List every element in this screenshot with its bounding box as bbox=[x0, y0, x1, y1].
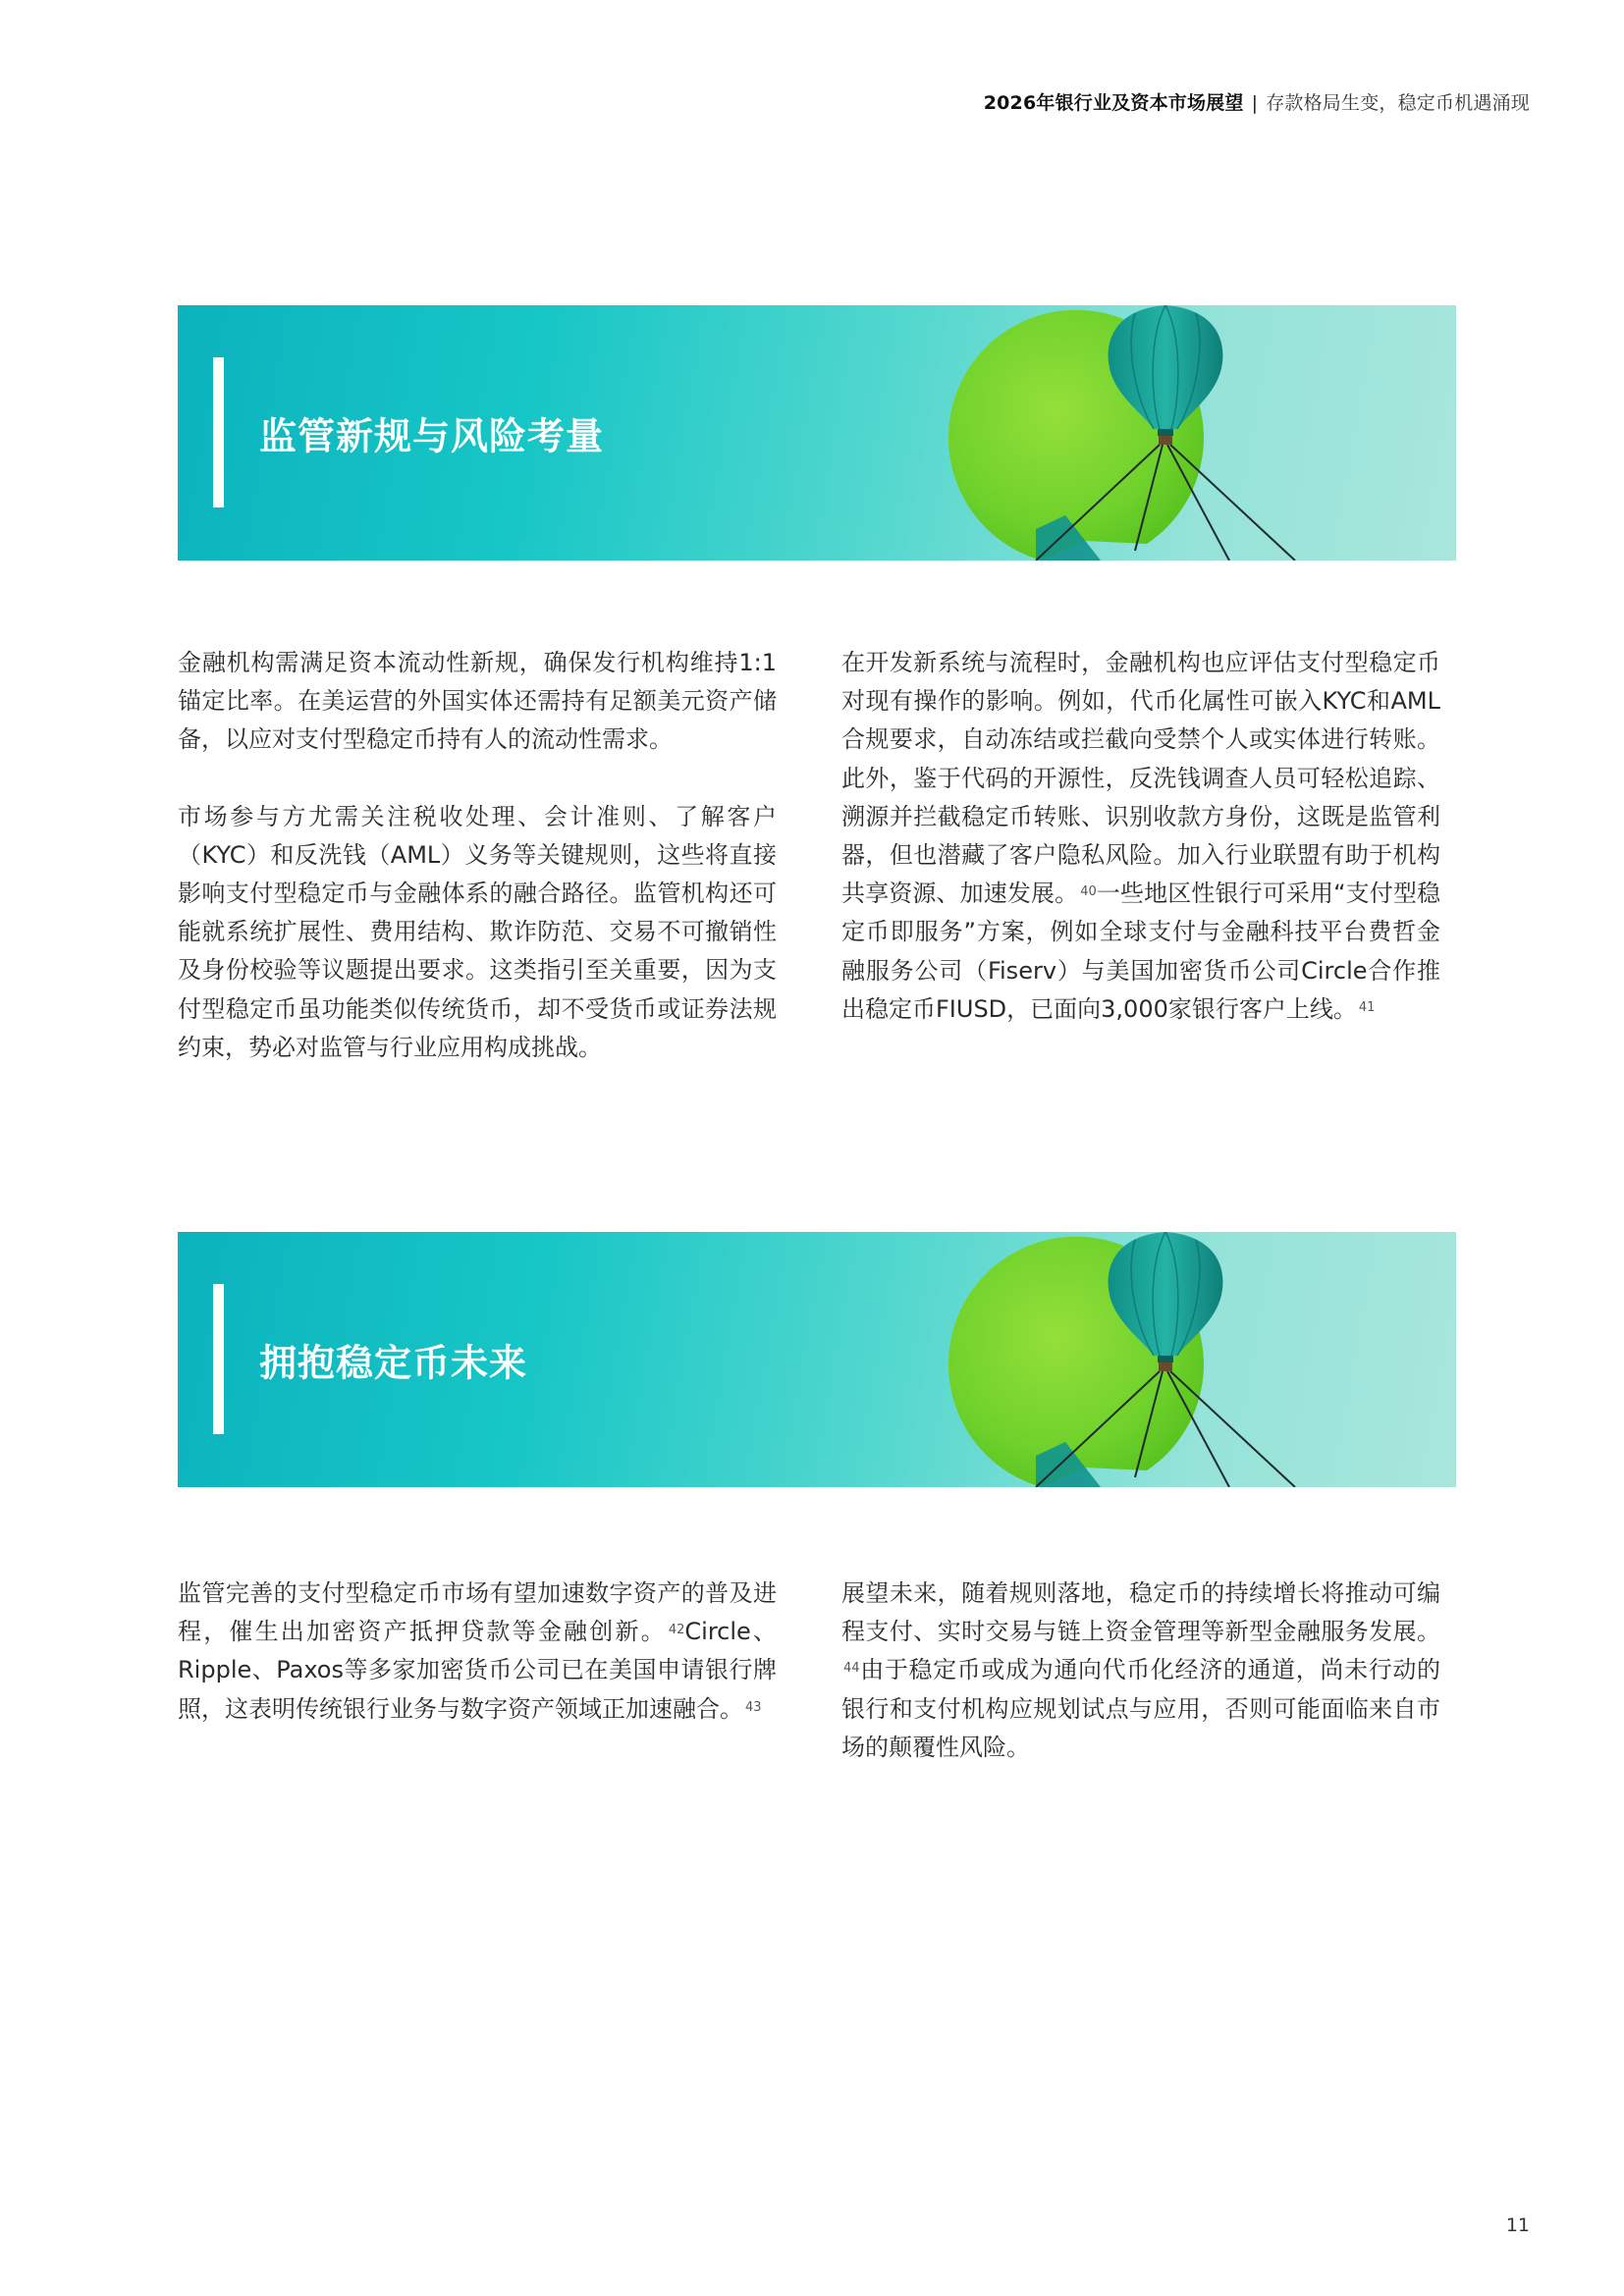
heading-accent-bar bbox=[213, 357, 224, 507]
footnote-ref[interactable]: 44 bbox=[843, 1661, 860, 1677]
report-subtitle: 存款格局生变，稳定币机遇涌现 bbox=[1266, 92, 1530, 114]
paragraph: 金融机构需满足资本流动性新规，确保发行机构维持1:1锚定比率。在美运营的外国实体还需持有足额美元资产储备，以应对支付型稳定币持有人的流动性需求。 bbox=[178, 649, 777, 754]
paragraph-text: 在开发新系统与流程时，金融机构也应评估支付型稳定币对现有操作的影响。例如，代币化属性可嵌入KYC和AML合规要求，自动冻结或拦截向受禁个人或实体进行转账。此外，鉴于代码的开源性，反洗钱调查人员可轻松追踪、溯源并拦截稳定币转账、识别收款方身份，这既是监管利器，但也潜藏了客户隐私风险。加入行业联盟有助于机构共享资源、加速发展。 bbox=[841, 649, 1440, 908]
section-heading: 拥抱稳定币未来 bbox=[259, 1341, 528, 1385]
footnote-ref[interactable]: 40 bbox=[1080, 884, 1097, 900]
report-title: 2026年银行业及资本市场展望 bbox=[983, 92, 1244, 114]
paragraph-text: 一些地区性银行可采用“支付型稳定币即服务”方案，例如全球支付与金融科技平台费哲金融服务公司（Fiserv）与美国加密货币公司Circle合作推出稳定币FIUSD，已面向3,000家银行客户上线。 bbox=[841, 880, 1441, 1023]
paragraph bbox=[841, 644, 1440, 1029]
paragraph: 市场参与方尤需关注税收处理、会计准则、了解客户（KYC）和反洗钱（AML）义务等关键规则，这些将直接影响支付型稳定币与金融体系的融合路径。监管机构还可能就系统扩展性、费用结构、欺诈防范、交易不可撤销性及身份校验等议题提出要求。这类指引至关重要，因为支付型稳定币虽功能类似传统货币，却不受货币或证券法规约束，势必对监管与行业应用构成挑战。 bbox=[178, 802, 777, 1061]
paragraph-text: Circle、Ripple、Paxos等多家加密货币公司已在美国申请银行牌照，这表明传统银行业务与数字资产领域正加速融合。 bbox=[178, 1618, 777, 1723]
header-separator: | bbox=[1251, 92, 1259, 114]
heading-accent-bar bbox=[213, 1284, 224, 1434]
running-header bbox=[984, 88, 1530, 115]
page-number: 11 bbox=[1505, 2215, 1530, 2236]
footnote-ref[interactable]: 43 bbox=[745, 1699, 762, 1715]
text-column-left bbox=[178, 644, 777, 1105]
paragraph bbox=[841, 1575, 1440, 1767]
paragraph bbox=[178, 1575, 777, 1729]
text-column-right bbox=[841, 644, 1440, 1067]
paragraph-text: 由于稳定币或成为通向代币化经济的通道，尚未行动的银行和支付机构应规划试点与应用，否则可能面临来自市场的颠覆性风险。 bbox=[841, 1656, 1440, 1761]
text-column-right bbox=[841, 1575, 1440, 1805]
section-heading: 监管新规与风险考量 bbox=[259, 414, 605, 458]
text-column-left bbox=[178, 1575, 777, 1767]
footnote-ref[interactable]: 42 bbox=[668, 1623, 685, 1638]
section-banner-regulation bbox=[178, 305, 1456, 561]
footnote-ref[interactable]: 41 bbox=[1358, 999, 1376, 1015]
paragraph-text: 展望未来，随着规则落地，稳定币的持续增长将推动可编程支付、实时交易与链上资金管理等新型金融服务发展。 bbox=[841, 1579, 1440, 1646]
section-banner-future bbox=[178, 1232, 1456, 1487]
paragraph-text: 监管完善的支付型稳定币市场有望加速数字资产的普及进程，催生出加密资产抵押贷款等金融创新。 bbox=[178, 1579, 777, 1646]
